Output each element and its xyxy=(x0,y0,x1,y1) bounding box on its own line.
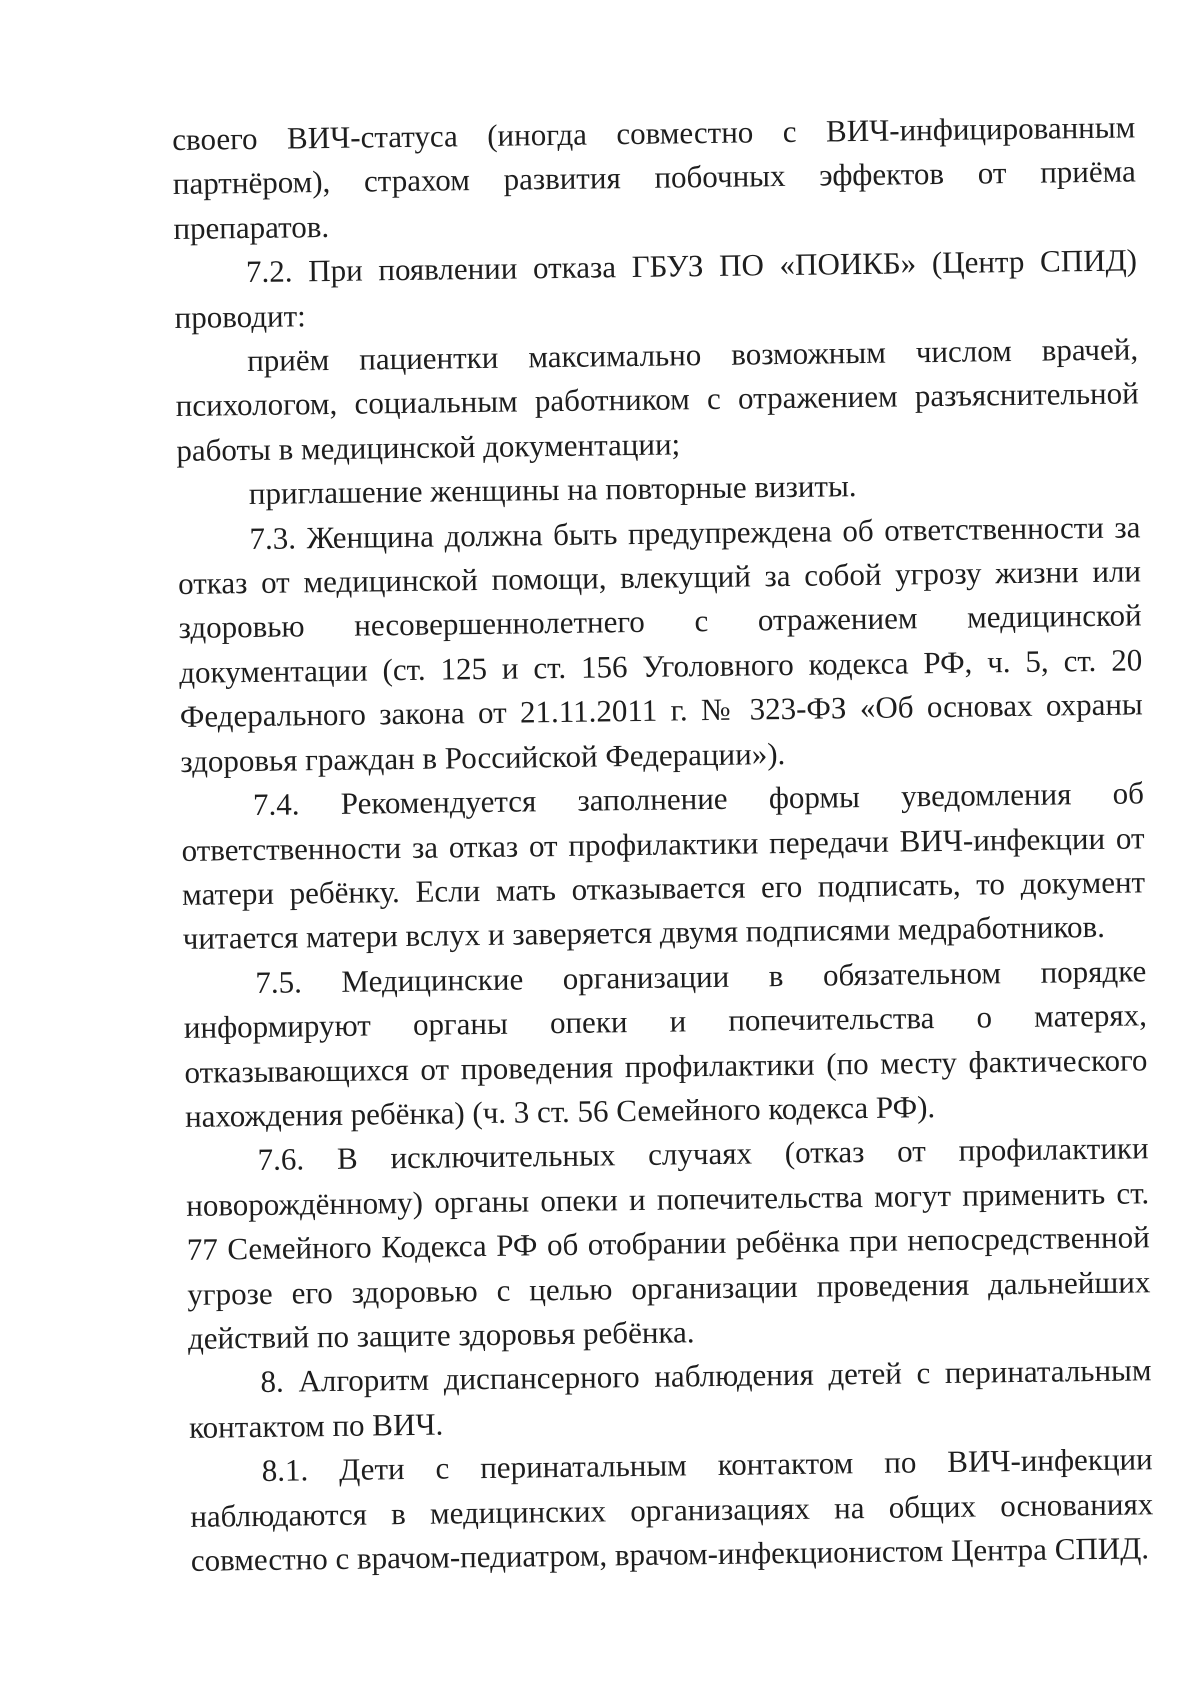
paragraph-7-6: 7.6. В исключительных случаях (отказ от профилактики новорождённому) органы опеки и попечительства могут применить ст. 77 Семейного Кодекса РФ об отобрании ребёнка при непосредственной угрозе его здоровью с целью организации проведения дальнейших действий по защите здоровья ребёнка. xyxy=(186,1130,1151,1356)
paragraph-7-5: 7.5. Медицинские организации в обязательном порядке информируют органы опеки и попечительства о матерях, отказывающихся от проведения профилактики (по месту фактического нахождения ребёнка) (ч. 3 ст. 56 Семейного кодекса РФ). xyxy=(183,953,1148,1134)
paragraph-7-4: 7.4. Рекомендуется заполнение формы уведомления об ответственности за отказ от профилактики передачи ВИЧ-инфекции от матери ребёнку. Если мать отказывается его подписать, то документ читается матери вслух и заверяется двумя подписями медработников. xyxy=(181,775,1146,957)
paragraph-7-2: 7.2. При появлении отказа ГБУЗ ПО «ПОИКБ» (Центр СПИД) проводит: xyxy=(174,242,1138,335)
section-heading-8: 8. Алгоритм диспансерного наблюдения детей с перинатальным контактом по ВИЧ. xyxy=(188,1352,1152,1445)
list-item-repeat-visits: приглашение женщины на повторные визиты. xyxy=(248,468,857,512)
paragraph-8-1: 8.1. Дети с перинатальным контактом по ВИЧ-инфекции наблюдаются в медицинских организациях на общих основаниях совместно с врачом-педиатром, врачом-инфекционистом Центра СПИД. xyxy=(190,1441,1154,1578)
paragraph-continuation: своего ВИЧ-статуса (иногда совместно с ВИЧ-инфицированным партнёром), страхом развития побочных эффектов от приёма препаратов. xyxy=(172,109,1137,246)
document-body xyxy=(172,105,1154,1583)
list-item-patient-reception: приём пациентки максимально возможным числом врачей, психологом, социальным работником с отражением разъяснительной работы в медицинской документации; xyxy=(175,331,1139,468)
paragraph-7-3: 7.3. Женщина должна быть предупреждена об ответственности за отказ от медицинской помощи, влекущий за собой угрозу жизни или здоровью несовершеннолетнего с отражением медицинской документации (ст. 125 и ст. 156 Уголовного кодекса РФ, ч. 5, ст. 20 Федерального закона от 21.11.2011 г. № 323-ФЗ «Об основах охраны здоровья граждан в Российской Федерации»). xyxy=(177,509,1143,779)
